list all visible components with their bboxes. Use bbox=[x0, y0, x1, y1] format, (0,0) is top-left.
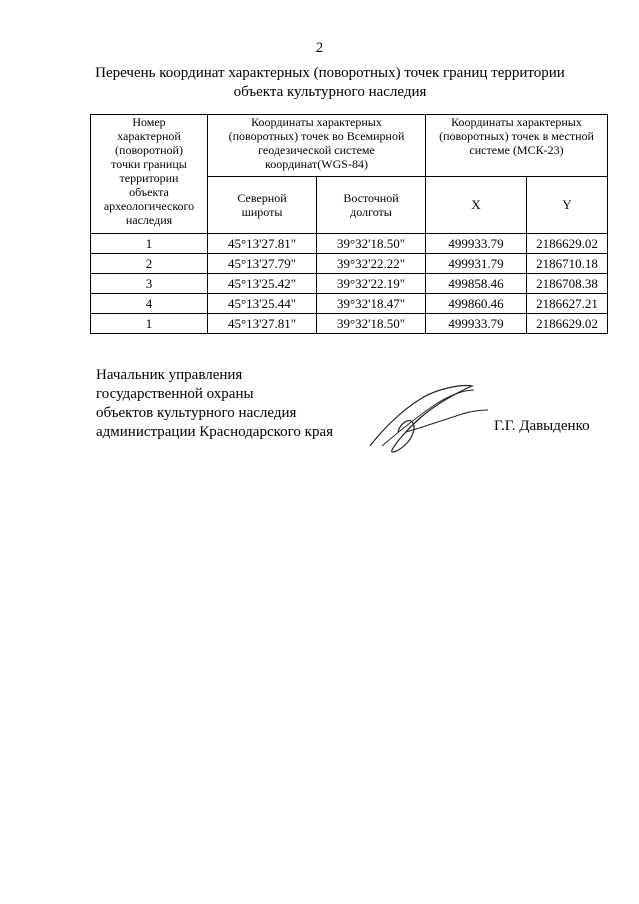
position-line: Начальник управления bbox=[96, 367, 243, 383]
cell-longitude: 39°32'22.19" bbox=[317, 274, 426, 294]
position-line: объектов культурного наследия bbox=[96, 405, 297, 421]
title-line: объекта культурного наследия bbox=[233, 84, 427, 100]
signer-name: Г.Г. Давыденко bbox=[494, 418, 590, 434]
cell-point-number: 4 bbox=[91, 294, 208, 314]
header-point-number: Номер характерной (поворотной) точки границы территории объекта археологического наследия bbox=[91, 115, 208, 234]
header-wgs84: Координаты характерных (поворотных) точек во Всемирной геодезической системе координат(WGS-84) bbox=[208, 115, 426, 177]
cell-point-number: 1 bbox=[91, 314, 208, 334]
handwritten-signature bbox=[362, 380, 492, 460]
table-row bbox=[91, 254, 608, 274]
cell-latitude: 45°13'27.81" bbox=[208, 314, 317, 334]
cell-longitude: 39°32'18.47" bbox=[317, 294, 426, 314]
header-msk23: Координаты характерных (поворотных) точек в местной системе (МСК-23) bbox=[426, 115, 608, 177]
cell-longitude: 39°32'22.22" bbox=[317, 254, 426, 274]
cell-x: 499933.79 bbox=[426, 314, 527, 334]
table-row bbox=[91, 234, 608, 254]
cell-latitude: 45°13'25.44" bbox=[208, 294, 317, 314]
signatory-position bbox=[96, 366, 333, 442]
position-line: государственной охраны bbox=[96, 386, 254, 402]
header-y: Y bbox=[527, 176, 608, 233]
header-x: X bbox=[426, 176, 527, 233]
page-number: 2 bbox=[315, 40, 324, 56]
table-row bbox=[91, 314, 608, 334]
header-north-latitude: Северной широты bbox=[208, 176, 317, 233]
cell-y: 2186629.02 bbox=[527, 314, 608, 334]
table-row bbox=[91, 274, 608, 294]
cell-y: 2186627.21 bbox=[527, 294, 608, 314]
cell-longitude: 39°32'18.50" bbox=[317, 234, 426, 254]
cell-x: 499933.79 bbox=[426, 234, 527, 254]
coordinates-table bbox=[90, 114, 608, 334]
cell-x: 499931.79 bbox=[426, 254, 527, 274]
cell-y: 2186629.02 bbox=[527, 234, 608, 254]
cell-point-number: 1 bbox=[91, 234, 208, 254]
header-east-longitude: Восточной долготы bbox=[317, 176, 426, 233]
position-line: администрации Краснодарского края bbox=[96, 424, 334, 440]
cell-y: 2186708.38 bbox=[527, 274, 608, 294]
cell-y: 2186710.18 bbox=[527, 254, 608, 274]
table-row bbox=[91, 294, 608, 314]
cell-latitude: 45°13'27.81" bbox=[208, 234, 317, 254]
cell-latitude: 45°13'25.42" bbox=[208, 274, 317, 294]
cell-x: 499858.46 bbox=[426, 274, 527, 294]
cell-latitude: 45°13'27.79" bbox=[208, 254, 317, 274]
cell-longitude: 39°32'18.50" bbox=[317, 314, 426, 334]
document-title bbox=[60, 64, 600, 102]
title-line: Перечень координат характерных (поворотных) точек границ территории bbox=[95, 65, 565, 81]
cell-x: 499860.46 bbox=[426, 294, 527, 314]
cell-point-number: 3 bbox=[91, 274, 208, 294]
cell-point-number: 2 bbox=[91, 254, 208, 274]
